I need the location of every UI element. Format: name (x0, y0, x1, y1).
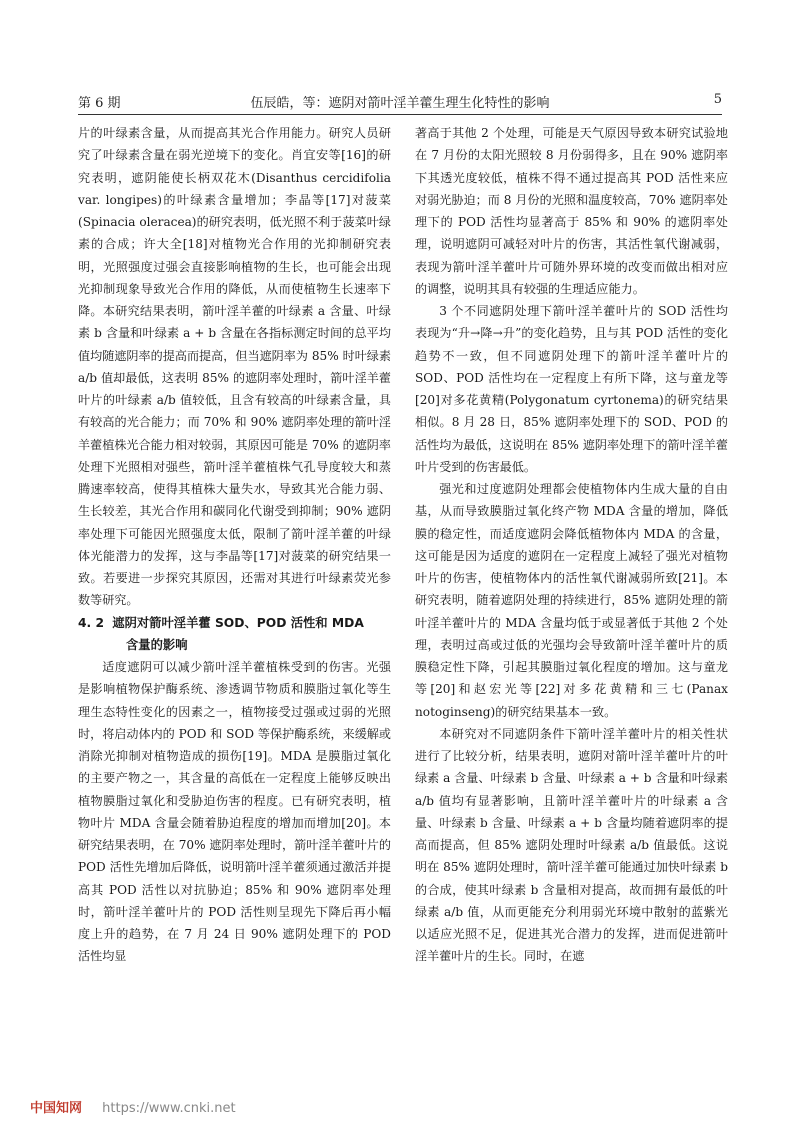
cnki-url[interactable]: https://www.cnki.net (102, 1101, 236, 1116)
right-column (415, 122, 728, 968)
section-title-line2: 含量的影响 (126, 637, 188, 652)
header-rule (78, 114, 722, 115)
section-number: 4. 2 (78, 615, 105, 630)
paragraph: 3 个不同遮阴处理下箭叶淫羊藿叶片的 SOD 活性均表现为“升→降→升”的变化趋势，且与其 POD 活性的变化趋势不一致，但不同遮阴处理下的箭叶淫羊藿叶片的 SOD、POD 活性均在一定程度上有所下降，这与童龙等[20]对多花黄精(Polygonatum cyrtonema)的研究结果相似。8 月 28 日，85% 遮阴率处理下的 SOD、POD 的活性均为最低，这说明在 85% 遮阴率处理下的箭叶淫羊藿叶片受到的伤害最低。 (415, 304, 728, 474)
section-heading (78, 612, 391, 657)
section-title-line1: 遮阴对箭叶淫羊藿 SOD、POD 活性和 MDA (112, 615, 364, 630)
cnki-logo: 中国知网 (30, 1101, 83, 1116)
paragraph: 强光和过度遮阴处理都会使植物体内生成大量的自由基，从而导致膜脂过氧化终产物 MDA 含量的增加，降低膜的稳定性，而适度遮阴会降低植物体内 MDA 的含量，这可能是因为适度的遮阴在一定程度上减轻了强光对植物叶片的伤害，使植物体内的活性氧代谢减弱所致[21]。本研究表明，随着遮阴处理的持续进行，85% 遮阴处理的箭叶淫羊藿叶片的 MDA 含量均低于或显著低于其他 2 个处理，表明过高或过低的光强均会导致箭叶淫羊藿叶片的质膜稳定性下降，引起其膜脂过氧化程度的增加。这与童龙等[20]和赵宏光等[22]对多花黄精和三七(Panax notoginseng)的研究结果基本一致。 (415, 482, 728, 719)
page-number: 5 (713, 92, 722, 107)
left-column (78, 122, 391, 968)
paragraph: 著高于其他 2 个处理，可能是天气原因导致本研究试验地在 7 月份的太阳光照较 8 月份弱得多，且在 90% 遮阴率下其透光度较低，植株不得不通过提高其 POD 活性来应对弱光胁迫；而 8 月份的光照和温度较高，70% 遮阴率处理下的 POD 活性均显著高于 85% 和 90% 的遮阴率处理，说明遮阴可减轻对叶片的伤害，其活性氧代谢减弱，表现为箭叶淫羊藿叶片可随外界环境的改变而做出相对应的调整，说明其具有较强的生理适应能力。 (415, 126, 728, 296)
running-title: 伍辰皓，等：遮阴对箭叶淫羊藿生理生化特性的影响 (250, 96, 550, 111)
journal-issue: 第 6 期 (78, 96, 121, 111)
page-header (78, 92, 722, 114)
page-footer (30, 1097, 236, 1116)
paragraph: 适度遮阴可以减少箭叶淫羊藿植株受到的伤害。光强是影响植物保护酶系统、渗透调节物质和膜脂过氧化等生理生态特性变化的因素之一，植物接受过强或过弱的光照时，将启动体内的 POD 和 SOD 等保护酶系统，来缓解或消除光抑制对植物造成的损伤[19]。MDA 是膜脂过氧化的主要产物之一，其含量的高低在一定程度上能够反映出植物膜脂过氧化和受胁迫伤害的程度。已有研究表明，植物叶片 MDA 含量会随着胁迫程度的增加而增加[20]。本研究结果表明，在 70% 遮阴率处理时，箭叶淫羊藿叶片的 POD 活性先增加后降低，说明箭叶淫羊藿须通过激活并提高其 POD 活性以对抗胁迫；85% 和 90% 遮阴率处理时，箭叶淫羊藿叶片的 POD 活性则呈现先下降后再小幅度上升的趋势，在 7 月 24 日 90% 遮阴处理下的 POD 活性均显 (78, 660, 391, 964)
paragraph: 片的叶绿素含量，从而提高其光合作用能力。研究人员研究了叶绿素含量在弱光逆境下的变化。肖宜安等[16]的研究表明，遮阴能使长柄双花木(Disanthus cercidifolia var. longipes)的叶绿素含量增加；李晶等[17]对菠菜(Spinacia oleracea)的研究表明，低光照不利于菠菜叶绿素的合成；许大全[18]对植物光合作用的光抑制研究表明，光照强度过强会直接影响植物的生长，也可能会出现光抑制现象导致光合作用的降低，从而使植物生长速率下降。本研究结果表明，箭叶淫羊藿的叶绿素 a 含量、叶绿素 b 含量和叶绿素 a + b 含量在各指标测定时间的总平均值均随遮阴率的提高而提高，但当遮阴率为 85% 时叶绿素 a/b 值却最低，这表明 85% 的遮阴率处理时，箭叶淫羊藿叶片的叶绿素 a/b 值较低，且含有较高的叶绿素含量，具有较高的光合能力；而 70% 和 90% 遮阴率处理的箭叶淫羊藿植株光合能力相对较弱，其原因可能是 70% 的遮阴率处理下光照相对强些，箭叶淫羊藿植株气孔导度较大和蒸腾速率较高，使得其植株大量失水，导致其光合能力弱、生长较差，其光合作用和碳同化代谢受到抑制；90% 遮阴率处理下可能因光照强度太低，限制了箭叶淫羊藿的叶绿体光能潜力的发挥，这与李晶等[17]对菠菜的研究结果一致。若要进一步探究其原因，还需对其进行叶绿素荧光参数等研究。 (78, 126, 391, 608)
paragraph: 本研究对不同遮阴条件下箭叶淫羊藿叶片的相关性状进行了比较分析，结果表明，遮阴对箭叶淫羊藿叶片的叶绿素 a 含量、叶绿素 b 含量、叶绿素 a + b 含量和叶绿素 a/b 值均有显著影响，且箭叶淫羊藿叶片的叶绿素 a 含量、叶绿素 b 含量、叶绿素 a + b 含量均随着遮阴率的提高而提高，但 85% 遮阴处理时叶绿素 a/b 值最低。这说明在 85% 遮阴处理时，箭叶淫羊藿可能通过加快叶绿素 b 的合成，使其叶绿素 b 含量相对提高，故而拥有最低的叶绿素 a/b 值，从而更能充分利用弱光环境中散射的蓝紫光以适应光照不足，促进其光合潜力的发挥，进而促进箭叶淫羊藿叶片的生长。同时，在遮 (415, 726, 728, 964)
